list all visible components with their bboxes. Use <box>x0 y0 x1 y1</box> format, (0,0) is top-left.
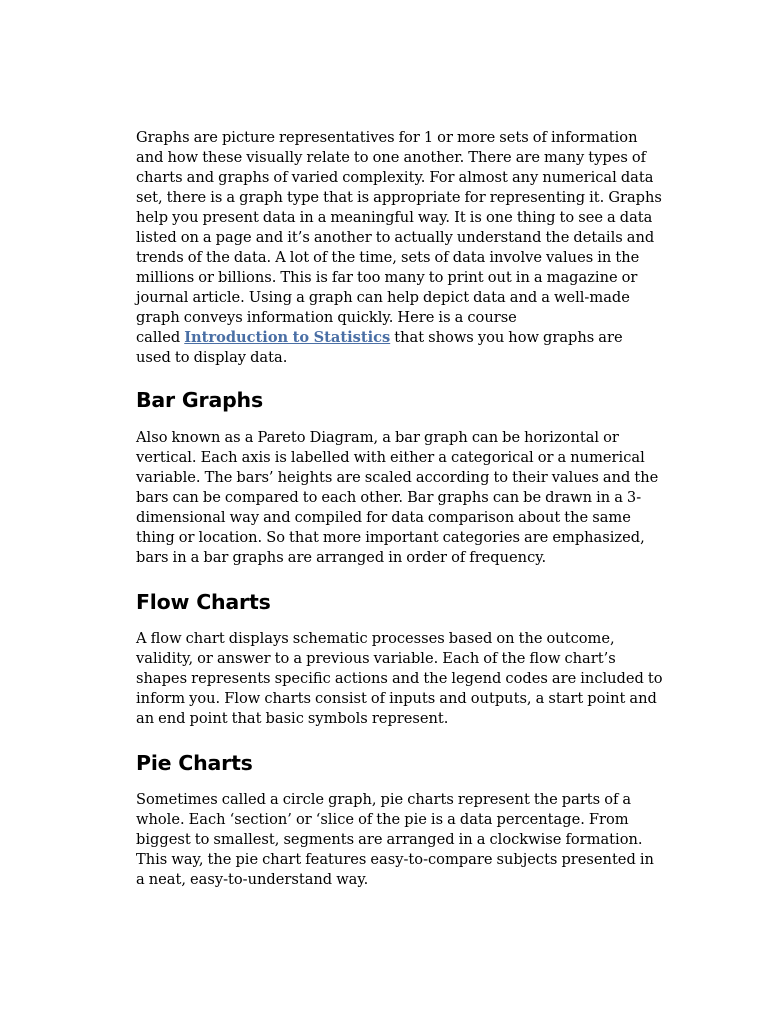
flow-charts-paragraph <box>136 629 681 729</box>
text-line: a neat, easy-to-understand way. <box>136 871 369 888</box>
text-line: whole. Each ‘section’ or ‘slice of the pie is a data percentage. From <box>136 811 629 828</box>
text-line: charts and graphs of varied complexity. For almost any numerical data <box>136 169 654 186</box>
pie-charts-paragraph <box>136 790 681 890</box>
text-line: A flow chart displays schematic processes based on the outcome, <box>136 630 615 647</box>
text-line: inform you. Flow charts consist of inputs and outputs, a start point and <box>136 690 657 707</box>
text-line: validity, or answer to a previous variable. Each of the flow chart’s <box>136 650 616 667</box>
section-heading-flow-charts: Flow Charts <box>136 590 271 614</box>
text-line: dimensional way and compiled for data comparison about the same <box>136 509 631 526</box>
link-line-suffix: that shows you how graphs are <box>390 329 623 346</box>
text-line: thing or location. So that more important categories are emphasized, <box>136 529 645 546</box>
intro-paragraph <box>136 128 681 368</box>
text-line: millions or billions. This is far too many to print out in a magazine or <box>136 269 638 286</box>
text-line: vertical. Each axis is labelled with either a categorical or a numerical <box>136 449 645 466</box>
text-line: This way, the pie chart features easy-to-compare subjects presented in <box>136 851 654 868</box>
text-line: graph conveys information quickly. Here is a course <box>136 309 517 326</box>
text-line: Sometimes called a circle graph, pie charts represent the parts of a <box>136 791 632 808</box>
bar-graphs-paragraph <box>136 428 681 568</box>
section-heading-bar-graphs: Bar Graphs <box>136 388 263 412</box>
text-line: and how these visually relate to one another. There are many types of <box>136 149 647 166</box>
link-line-prefix: called <box>136 329 185 346</box>
text-line: trends of the data. A lot of the time, sets of data involve values in the <box>136 249 640 266</box>
text-line: bars in a bar graphs are arranged in order of frequency. <box>136 549 547 566</box>
text-line: bars can be compared to each other. Bar graphs can be drawn in a 3- <box>136 489 642 506</box>
link-line <box>136 328 681 348</box>
text-line: listed on a page and it’s another to actually understand the details and <box>136 229 655 246</box>
document-page <box>136 128 681 890</box>
text-line: Also known as a Pareto Diagram, a bar graph can be horizontal or <box>136 429 619 446</box>
text-line: journal article. Using a graph can help depict data and a well-made <box>136 289 630 306</box>
text-line: biggest to smallest, segments are arranged in a clockwise formation. <box>136 831 643 848</box>
text-line: shapes represents specific actions and the legend codes are included to <box>136 670 663 687</box>
section-heading-pie-charts: Pie Charts <box>136 751 253 775</box>
text-line: help you present data in a meaningful way. It is one thing to see a data <box>136 209 653 226</box>
text-line: variable. The bars’ heights are scaled according to their values and the <box>136 469 659 486</box>
text-line: an end point that basic symbols represent. <box>136 710 449 727</box>
text-line: used to display data. <box>136 349 288 366</box>
text-line: Graphs are picture representatives for 1 or more sets of information <box>136 129 638 146</box>
course-link[interactable]: Introduction to Statistics <box>184 329 391 346</box>
text-line: set, there is a graph type that is appropriate for representing it. Graphs <box>136 189 662 206</box>
